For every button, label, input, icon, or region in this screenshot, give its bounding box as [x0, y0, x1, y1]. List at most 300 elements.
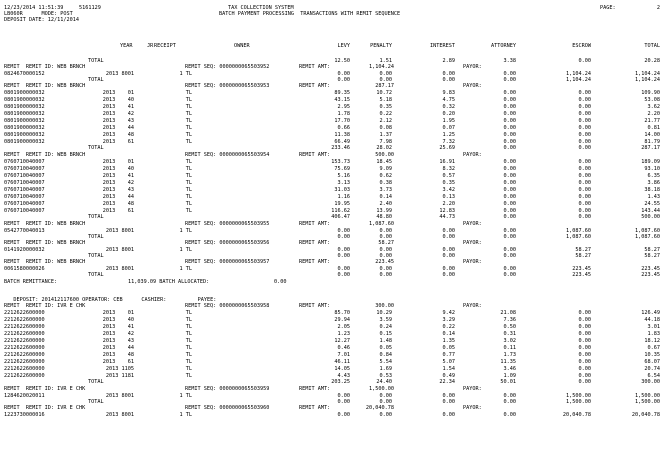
attorney-cell: 0.00	[503, 97, 516, 103]
escrow-cell: 20,040.78	[562, 412, 591, 418]
year-jr-cell: 2013 01	[102, 310, 134, 316]
year-jr-cell: 2013 40	[102, 97, 134, 103]
interest-cell: 1.54	[442, 366, 455, 372]
penalty-cell: 2.12	[379, 118, 392, 124]
escrow-cell: 0.00	[578, 139, 591, 145]
table-row	[4, 97, 660, 104]
escrow-cell: 0.00	[578, 201, 591, 207]
total-row	[4, 145, 660, 152]
account-cell: 2212622600000	[4, 331, 45, 337]
remit-amt-label: REMIT AMT:	[299, 152, 331, 158]
account-cell: 0801900000032	[4, 111, 45, 117]
remit-amt-value: 1,500.00	[369, 386, 394, 392]
attorney-cell: 0.00	[503, 266, 516, 272]
remit-amt-label: REMIT AMT:	[299, 83, 331, 89]
account-cell: 0141920000032	[4, 247, 45, 253]
system-title: TAX COLLECTION SYSTEM	[228, 5, 294, 11]
remit-header-row	[4, 152, 660, 159]
levy-cell: 66.49	[334, 139, 350, 145]
interest-cell: 0.22	[442, 324, 455, 330]
total-row	[4, 272, 660, 279]
table-row	[4, 338, 660, 345]
interest-cell: 0.32	[442, 104, 455, 110]
penalty-cell: 9.09	[379, 166, 392, 172]
total-label: TOTAL	[88, 145, 104, 151]
total-cell: 20,040.78	[631, 412, 660, 418]
account-cell: 0542770040013	[4, 228, 45, 234]
report-title: BATCH PAYMENT PROCESSING TRANSACTIONS WITH REMIT SEQUENCE	[219, 11, 401, 17]
total-label: TOTAL	[88, 214, 104, 220]
penalty-cell: 0.00	[379, 71, 392, 77]
total-cell: 1,087.60	[635, 234, 660, 240]
penalty-cell: 0.00	[379, 228, 392, 234]
account-cell: REMIT REMIT ID: WEB BRNCH	[4, 64, 86, 70]
penalty-cell: 2.40	[379, 201, 392, 207]
receipt-cell: TL	[185, 373, 192, 379]
interest-cell: 0.49	[442, 373, 455, 379]
account-cell: 0801900000032	[4, 139, 45, 145]
account-cell: REMIT REMIT ID: WEB BRNCH	[4, 259, 86, 265]
account-cell: 0801900000032	[4, 118, 45, 124]
attorney-cell: 0.00	[503, 234, 516, 240]
remit-amt-label: REMIT AMT:	[299, 386, 331, 392]
year-jr-cell: 2013 8001	[105, 247, 134, 253]
escrow-cell: 0.00	[578, 310, 591, 316]
remit-amt-value: 300.00	[375, 303, 394, 309]
attorney-cell: 1.09	[503, 373, 516, 379]
interest-cell: 9.83	[442, 90, 455, 96]
interest-cell: 0.00	[442, 77, 455, 83]
total-row	[4, 214, 660, 221]
remit-amt-label: REMIT AMT:	[299, 303, 331, 309]
interest-cell: 16.91	[439, 159, 455, 165]
total-cell: 10.35	[644, 352, 660, 358]
remit-seq-cell: REMIT SEQ: 0000000065503956	[185, 240, 270, 246]
attorney-cell: 0.00	[503, 208, 516, 214]
attorney-cell: 3.02	[503, 338, 516, 344]
escrow-cell: 0.00	[578, 145, 591, 151]
attorney-cell: 0.00	[503, 187, 516, 193]
account-cell: 2212622600000	[4, 324, 45, 330]
total-cell: 0.81	[647, 125, 660, 131]
account-cell: REMIT REMIT ID: IVR E CHK	[4, 405, 86, 411]
total-cell: 3.62	[647, 104, 660, 110]
attorney-cell: 0.31	[503, 331, 516, 337]
receipt-cell: TL	[185, 125, 192, 131]
total-cell: 287.17	[641, 145, 660, 151]
escrow-cell: 0.00	[578, 125, 591, 131]
year-jr-cell: 2013 44	[102, 345, 134, 351]
attorney-cell: 0.00	[503, 399, 516, 405]
interest-cell: 5.07	[442, 359, 455, 365]
levy-cell: LEVY	[337, 43, 350, 49]
total-cell: TOTAL	[644, 43, 660, 49]
levy-cell: 0.00	[337, 399, 350, 405]
attorney-cell: 0.11	[503, 345, 516, 351]
levy-cell: 0.46	[337, 345, 350, 351]
year-jr-cell: 2013 41	[102, 324, 134, 330]
escrow-cell: 1,087.60	[566, 228, 591, 234]
payor-label: PAYOR:	[463, 240, 482, 246]
escrow-cell: 0.00	[578, 187, 591, 193]
levy-cell: 85.70	[334, 310, 350, 316]
receipt-cell: TL	[185, 173, 192, 179]
receipt-header: RECEIPT	[154, 43, 176, 49]
remit-header-row	[4, 83, 660, 90]
payor-label: PAYOR:	[463, 221, 482, 227]
year-jr-cell: 2013 1181	[105, 373, 134, 379]
year-jr-cell: 2013 1105	[105, 366, 134, 372]
penalty-cell: 5.18	[379, 97, 392, 103]
total-label: TOTAL	[88, 399, 104, 405]
levy-cell: 0.00	[337, 234, 350, 240]
levy-cell: 31.03	[334, 187, 350, 193]
year-jr-cell: 2013 8001	[105, 228, 134, 234]
remit-header-row	[4, 405, 660, 412]
interest-cell: 4.75	[442, 97, 455, 103]
table-row	[4, 118, 660, 125]
penalty-cell: 0.00	[379, 77, 392, 83]
total-cell: 126.49	[641, 310, 660, 316]
attorney-cell: 0.00	[503, 253, 516, 259]
receipt-cell: TL	[185, 359, 192, 365]
interest-cell: 2.20	[442, 201, 455, 207]
attorney-cell: 0.00	[503, 214, 516, 220]
escrow-cell: 0.00	[578, 317, 591, 323]
penalty-cell: 0.00	[379, 412, 392, 418]
levy-cell: 1.23	[337, 331, 350, 337]
attorney-cell: ATTORNEY	[491, 43, 516, 49]
attorney-cell: 0.00	[503, 77, 516, 83]
escrow-cell: 0.00	[578, 118, 591, 124]
account-cell: 2212622600000	[4, 317, 45, 323]
penalty-cell: 7.98	[379, 139, 392, 145]
account-cell: 0061580000026	[4, 266, 45, 272]
payor-label: PAYOR:	[463, 303, 482, 309]
total-cell: 1,087.60	[635, 228, 660, 234]
year-jr-cell: 2013 42	[102, 111, 134, 117]
total-cell: 1,500.00	[635, 393, 660, 399]
account-cell: REMIT REMIT ID: WEB BRNCH	[4, 221, 86, 227]
total-cell: 2.20	[647, 111, 660, 117]
year-jr-cell: 2013 43	[102, 118, 134, 124]
remit-seq-cell: REMIT SEQ: 0000000065503953	[185, 83, 270, 89]
penalty-cell: 0.00	[379, 247, 392, 253]
interest-cell: 25.69	[439, 145, 455, 151]
total-cell: 1,104.24	[635, 71, 660, 77]
attorney-cell: 0.00	[503, 194, 516, 200]
penalty-cell: 18.45	[376, 159, 392, 165]
table-row	[4, 359, 660, 366]
total-cell: 18.12	[644, 338, 660, 344]
payor-label: PAYOR:	[463, 152, 482, 158]
levy-cell: 0.00	[337, 247, 350, 253]
escrow-cell: 1,104.24	[566, 77, 591, 83]
remit-seq-cell: REMIT SEQ: 0000000065503954	[185, 152, 270, 158]
interest-cell: 1.25	[442, 132, 455, 138]
account-cell: 0801900000032	[4, 97, 45, 103]
penalty-cell: 1.51	[379, 58, 392, 64]
attorney-cell: 0.00	[503, 104, 516, 110]
attorney-cell: 0.00	[503, 247, 516, 253]
remit-amt-value: 287.17	[375, 83, 394, 89]
year-jr-cell: 2013 8001	[105, 393, 134, 399]
levy-cell: 0.00	[337, 412, 350, 418]
attorney-cell: 0.00	[503, 71, 516, 77]
penalty-cell: 1.48	[379, 338, 392, 344]
escrow-cell: 0.00	[578, 214, 591, 220]
escrow-cell: 223.45	[572, 266, 591, 272]
account-cell: 0760710040007	[4, 208, 45, 214]
interest-cell: 0.00	[442, 266, 455, 272]
attorney-cell: 0.00	[503, 90, 516, 96]
levy-cell: 46.11	[334, 359, 350, 365]
interest-cell: 0.00	[442, 399, 455, 405]
total-cell: 14.00	[644, 132, 660, 138]
total-cell: 1,104.24	[635, 77, 660, 83]
receipt-cell: TL	[185, 324, 192, 330]
account-cell: 1223730000016	[4, 412, 45, 418]
account-cell: 2212622600000	[4, 352, 45, 358]
levy-cell: 116.62	[331, 208, 350, 214]
total-cell: 44.18	[644, 317, 660, 323]
remit-amt-value: 1,104.24	[369, 64, 394, 70]
interest-cell: 22.34	[439, 379, 455, 385]
levy-cell: 11.38	[334, 132, 350, 138]
account-cell: 0760710040007	[4, 201, 45, 207]
total-cell: 93.10	[644, 166, 660, 172]
table-row	[4, 187, 660, 194]
penalty-cell: 0.00	[379, 272, 392, 278]
remit-amt-label: REMIT AMT:	[299, 240, 331, 246]
escrow-cell: 0.00	[578, 208, 591, 214]
penalty-cell: 0.00	[379, 234, 392, 240]
interest-cell: 0.07	[442, 125, 455, 131]
escrow-cell: 0.00	[578, 58, 591, 64]
receipt-cell: TL	[185, 159, 192, 165]
account-cell: REMIT REMIT ID: IVR E CHK	[4, 386, 86, 392]
attorney-cell: 0.00	[503, 180, 516, 186]
table-row	[4, 166, 660, 173]
total-cell: 1,500.00	[635, 399, 660, 405]
penalty-cell: 0.24	[379, 324, 392, 330]
levy-cell: 19.95	[334, 201, 350, 207]
interest-cell: 0.00	[442, 71, 455, 77]
escrow-cell: 0.00	[578, 166, 591, 172]
receipt-cell: TL	[185, 345, 192, 351]
escrow-cell: 0.00	[578, 194, 591, 200]
year-jr-cell: 2013 61	[102, 208, 134, 214]
page-label: PAGE:	[600, 5, 616, 11]
remit-seq-cell: REMIT SEQ: 0000000065503958	[185, 303, 270, 309]
escrow-cell: 0.00	[578, 345, 591, 351]
deposit-date-line	[4, 17, 660, 24]
year-jr-cell: 2013 8001	[105, 412, 134, 418]
account-cell: 0801900000032	[4, 125, 45, 131]
attorney-cell: 0.00	[503, 393, 516, 399]
table-row	[4, 159, 660, 166]
attorney-cell: 0.00	[503, 228, 516, 234]
escrow-cell: ESCROW	[572, 43, 591, 49]
remit-header-row	[4, 221, 660, 228]
remit-header-row	[4, 64, 660, 71]
year-jr-cell: 2013 01	[102, 159, 134, 165]
levy-cell: 29.94	[334, 317, 350, 323]
interest-cell: 1.35	[442, 338, 455, 344]
receipt-cell: TL	[185, 111, 192, 117]
attorney-cell: 0.00	[503, 118, 516, 124]
levy-cell: 17.70	[334, 118, 350, 124]
total-cell: 500.00	[641, 214, 660, 220]
escrow-cell: 0.00	[578, 173, 591, 179]
account-cell: 0760710040007	[4, 194, 45, 200]
receipt-cell: TL	[185, 317, 192, 323]
levy-cell: 153.73	[331, 159, 350, 165]
penalty-cell: 0.00	[379, 266, 392, 272]
attorney-cell: 1.73	[503, 352, 516, 358]
table-row	[4, 310, 660, 317]
penalty-cell: 48.80	[376, 214, 392, 220]
interest-cell: 0.13	[442, 194, 455, 200]
total-cell: 38.18	[644, 187, 660, 193]
total-cell: 223.45	[641, 266, 660, 272]
account-cell: 12/23/2014 11:51:39 5161129	[4, 5, 101, 11]
levy-cell: 0.00	[337, 228, 350, 234]
receipt-cell: TL	[185, 194, 192, 200]
payor-label: PAYOR:	[463, 64, 482, 70]
year-header: YEAR	[120, 43, 133, 49]
account-cell: 0801900000032	[4, 90, 45, 96]
total-cell: 81.79	[644, 139, 660, 145]
account-cell: 1284620020011	[4, 393, 45, 399]
levy-cell: 0.00	[337, 272, 350, 278]
total-cell: 53.08	[644, 97, 660, 103]
total-label: TOTAL	[88, 234, 104, 240]
escrow-cell: 1,087.60	[566, 234, 591, 240]
escrow-cell: 58.27	[575, 247, 591, 253]
account-cell: REMIT REMIT ID: WEB BRNCH	[4, 240, 86, 246]
total-cell: 20.74	[644, 366, 660, 372]
interest-cell: 0.00	[442, 247, 455, 253]
attorney-cell: 0.00	[503, 412, 516, 418]
interest-cell: 9.42	[442, 310, 455, 316]
total-label: TOTAL	[88, 272, 104, 278]
levy-cell: 2.95	[337, 104, 350, 110]
receipt-cell: 1 TL	[179, 228, 192, 234]
account-cell: REMIT REMIT ID: WEB BRNCH	[4, 83, 86, 89]
interest-cell: 0.57	[442, 173, 455, 179]
remit-amt-value: 500.00	[375, 152, 394, 158]
remit-header-row	[4, 240, 660, 247]
attorney-cell: 0.00	[503, 125, 516, 131]
receipt-cell: TL	[185, 97, 192, 103]
escrow-cell: 0.00	[578, 338, 591, 344]
total-label: TOTAL	[88, 58, 104, 64]
receipt-cell: 1 TL	[179, 412, 192, 418]
receipt-cell: TL	[185, 366, 192, 372]
levy-cell: 43.15	[334, 97, 350, 103]
escrow-cell: 0.00	[578, 97, 591, 103]
remit-header-row	[4, 259, 660, 266]
penalty-cell: 0.00	[379, 393, 392, 399]
total-cell: 2	[656, 5, 660, 11]
account-cell: LB060R MODE: POST	[4, 11, 73, 17]
total-cell: 68.07	[644, 359, 660, 365]
interest-cell: 8.32	[442, 166, 455, 172]
penalty-cell: 0.35	[379, 104, 392, 110]
levy-cell: 3.13	[337, 180, 350, 186]
year-jr-cell: 2013 43	[102, 338, 134, 344]
account-cell: 0824670000152	[4, 71, 45, 77]
remit-amt-label: REMIT AMT:	[299, 221, 331, 227]
receipt-cell: 1 TL	[179, 393, 192, 399]
remit-amt-value: 223.45	[375, 259, 394, 265]
table-row	[4, 317, 660, 324]
penalty-cell: 0.05	[379, 345, 392, 351]
penalty-cell: 1.69	[379, 366, 392, 372]
table-row	[4, 125, 660, 132]
attorney-cell: 0.00	[503, 111, 516, 117]
total-label: TOTAL	[88, 77, 104, 83]
penalty-cell: PENALTY	[370, 43, 392, 49]
year-jr-cell: 2013 44	[102, 194, 134, 200]
table-row	[4, 132, 660, 139]
receipt-cell: TL	[185, 201, 192, 207]
receipt-cell: TL	[185, 310, 192, 316]
account-cell: 2212622600000	[4, 366, 45, 372]
levy-cell: 0.00	[337, 77, 350, 83]
interest-cell: 3.29	[442, 317, 455, 323]
receipt-cell: TL	[185, 118, 192, 124]
receipt-cell: TL	[185, 208, 192, 214]
levy-cell: 233.46	[331, 145, 350, 151]
escrow-cell: 0.00	[578, 104, 591, 110]
remit-seq-cell: REMIT SEQ: 0000000065503957	[185, 259, 270, 265]
table-row	[4, 173, 660, 180]
total-cell: 300.00	[641, 379, 660, 385]
year-jr-cell: 2013 43	[102, 187, 134, 193]
remit-seq-cell: REMIT SEQ: 0000000065503960	[185, 405, 270, 411]
account-cell: DEPOSIT: 201412117600 OPERATOR: CEB CASHIER: PAYEE:	[4, 297, 217, 303]
interest-cell: INTEREST	[430, 43, 455, 49]
table-row	[4, 412, 660, 419]
year-jr-cell: 2013 61	[102, 139, 134, 145]
interest-cell: 0.77	[442, 352, 455, 358]
year-jr-cell: 2013 40	[102, 166, 134, 172]
total-cell: 1.83	[647, 331, 660, 337]
penalty-cell: 3.59	[379, 317, 392, 323]
penalty-cell: 0.14	[379, 194, 392, 200]
table-row	[4, 90, 660, 97]
penalty-cell: 0.53	[379, 373, 392, 379]
owner-header: OWNER	[234, 43, 250, 49]
interest-cell: 3.42	[442, 187, 455, 193]
account-cell: 0760710040007	[4, 180, 45, 186]
total-cell: 6.35	[647, 173, 660, 179]
year-jr-cell: 2013 42	[102, 331, 134, 337]
table-row	[4, 180, 660, 187]
year-jr-cell: 2013 41	[102, 173, 134, 179]
receipt-cell: 1 TL	[179, 247, 192, 253]
table-row	[4, 331, 660, 338]
total-cell: 0.67	[647, 345, 660, 351]
receipt-cell: TL	[185, 180, 192, 186]
penalty-cell: 0.62	[379, 173, 392, 179]
attorney-cell: 0.00	[503, 166, 516, 172]
penalty-cell: 0.15	[379, 331, 392, 337]
column-header-row	[4, 43, 660, 50]
attorney-cell: 0.00	[503, 201, 516, 207]
